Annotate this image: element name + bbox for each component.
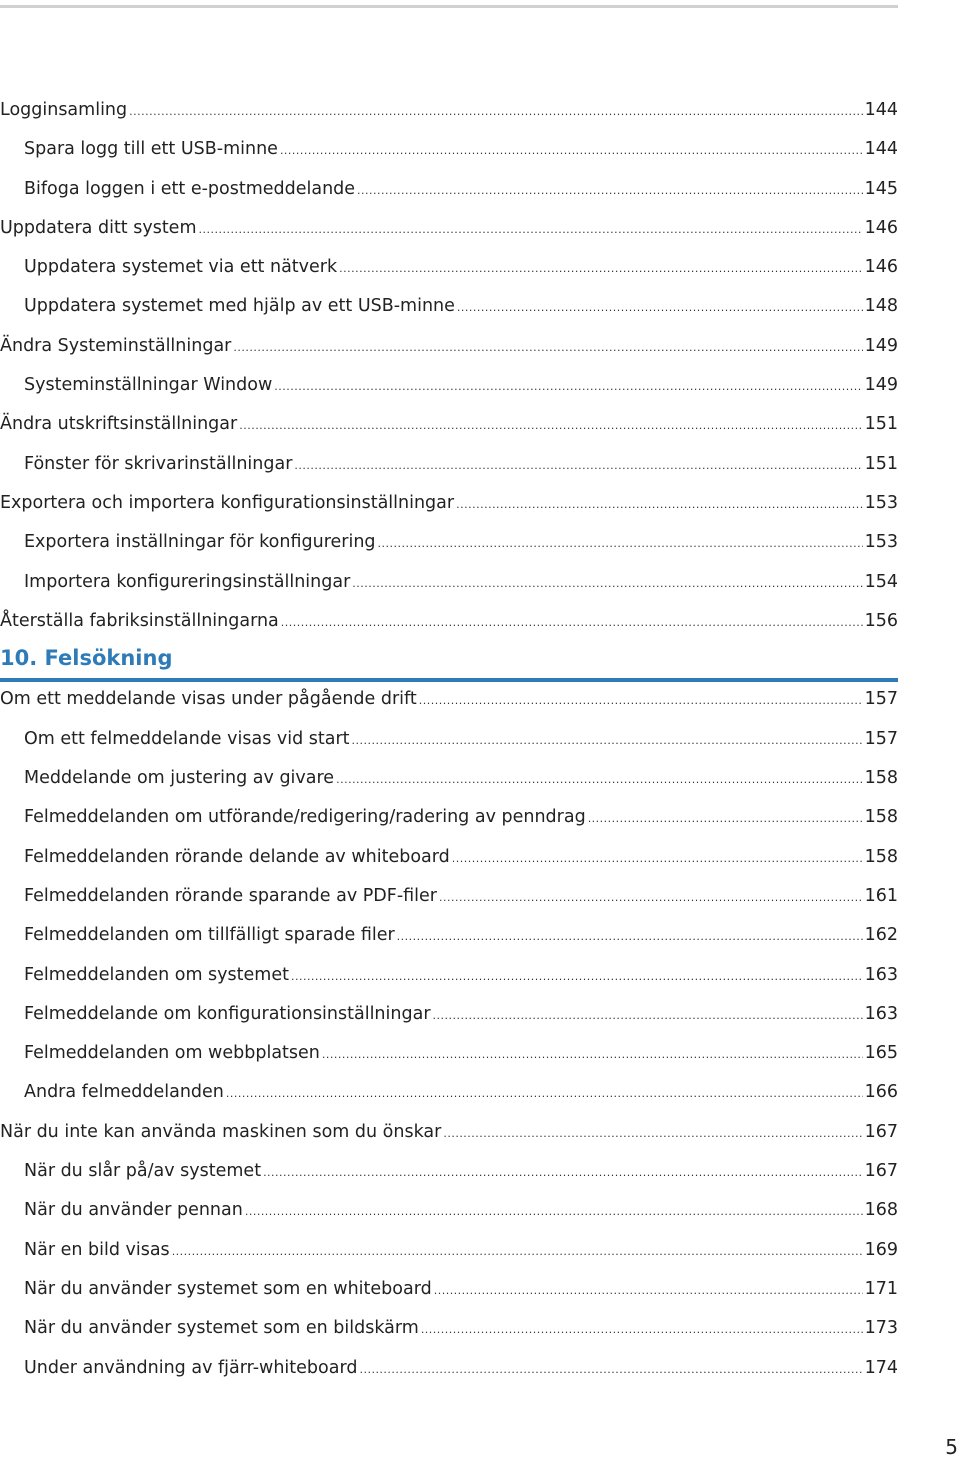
toc-entry-page: 151: [864, 453, 898, 474]
chapter-heading: [0, 641, 898, 680]
toc-entry-label: När en bild visas: [24, 1239, 170, 1260]
dot-leader: [245, 1192, 863, 1231]
dot-leader: [129, 92, 862, 131]
dot-leader: [443, 1114, 862, 1153]
toc-entry-label: Andra felmeddelanden: [24, 1082, 224, 1103]
toc-entry[interactable]: [0, 1270, 898, 1309]
toc-entry-label: Under användning av fjärr-whiteboard: [24, 1357, 358, 1378]
dot-leader: [294, 446, 862, 485]
dot-leader: [452, 839, 863, 878]
toc-entry-page: 146: [864, 257, 898, 278]
dot-leader: [359, 1350, 862, 1389]
toc-entry-page: 148: [864, 296, 898, 317]
toc-entry-label: Felmeddelanden om tillfälligt sparade filer: [24, 925, 395, 946]
toc-entry[interactable]: [0, 209, 898, 248]
toc-entry-label: Återställa fabriksinställningarna: [0, 610, 279, 631]
dot-leader: [588, 799, 863, 838]
toc-entry-page: 158: [864, 807, 898, 828]
dot-leader: [280, 131, 863, 170]
toc-entry[interactable]: [0, 170, 898, 209]
toc-entry-label: Meddelande om justering av givare: [24, 768, 335, 789]
toc-entry-page: 154: [864, 571, 898, 592]
toc-entry-label: Systeminställningar Window: [24, 375, 273, 396]
dot-leader: [339, 249, 862, 288]
toc-entry-page: 169: [864, 1239, 898, 1260]
toc-entry-page: 157: [864, 689, 898, 710]
toc-entry-label: Uppdatera systemet via ett nätverk: [24, 257, 338, 278]
dot-leader: [291, 957, 863, 996]
dot-leader: [352, 564, 862, 603]
toc-entry-label: Ändra Systeminställningar: [0, 335, 232, 356]
dot-leader: [322, 1035, 863, 1074]
toc-entry[interactable]: [0, 1231, 898, 1270]
toc-section-part2: [0, 680, 898, 1387]
toc-entry-label: Ändra utskriftsinställningar: [0, 414, 238, 435]
toc-entry[interactable]: [0, 916, 898, 955]
dot-leader: [421, 1310, 863, 1349]
toc-entry-page: 157: [864, 728, 898, 749]
toc-entry-label: När du använder systemet som en bildskärm: [24, 1318, 419, 1339]
dot-leader: [378, 524, 863, 563]
chapter-title[interactable]: 10. Felsökning: [0, 646, 173, 671]
toc-entry-page: 145: [864, 178, 898, 199]
toc-entry[interactable]: [0, 445, 898, 484]
toc-entry-page: 165: [864, 1043, 898, 1064]
toc-entry[interactable]: [0, 838, 898, 877]
page-number: 5: [945, 1435, 958, 1459]
dot-leader: [434, 1271, 863, 1310]
dot-leader: [336, 760, 863, 799]
toc-entry[interactable]: [0, 1113, 898, 1152]
dot-leader: [419, 681, 863, 720]
toc-entry[interactable]: [0, 523, 898, 562]
toc-entry-label: Felmeddelanden rörande delande av whiteboard: [24, 846, 450, 867]
toc-entry[interactable]: [0, 798, 898, 837]
toc-entry[interactable]: [0, 877, 898, 916]
header-rule: [0, 5, 898, 8]
dot-leader: [263, 1153, 863, 1192]
toc-entry-label: Felmeddelanden om webbplatsen: [24, 1043, 320, 1064]
toc-entry[interactable]: [0, 1309, 898, 1348]
toc-entry[interactable]: [0, 91, 898, 130]
dot-leader: [439, 878, 863, 917]
chapter-rule: [0, 678, 898, 682]
toc-entry-page: 146: [864, 217, 898, 238]
toc-entry-page: 153: [864, 492, 898, 513]
toc-entry[interactable]: [0, 1034, 898, 1073]
toc-entry-page: 156: [864, 610, 898, 631]
toc-entry-page: 149: [864, 335, 898, 356]
dot-leader: [352, 721, 863, 760]
toc-entry-label: Felmeddelanden rörande sparande av PDF-filer: [24, 885, 438, 906]
dot-leader: [457, 288, 863, 327]
toc-entry-page: 144: [864, 139, 898, 160]
toc-section-part1: [0, 91, 898, 641]
toc-entry[interactable]: [0, 1191, 898, 1230]
toc-entry-label: När du slår på/av systemet: [24, 1161, 262, 1182]
toc-entry-label: Uppdatera systemet med hjälp av ett USB-minne: [24, 296, 455, 317]
toc-entry-page: 168: [864, 1200, 898, 1221]
toc-entry-page: 163: [864, 1003, 898, 1024]
toc-entry-page: 171: [864, 1278, 898, 1299]
toc-entry-label: När du använder systemet som en whiteboard: [24, 1278, 432, 1299]
toc-entry-page: 151: [864, 414, 898, 435]
dot-leader: [199, 210, 863, 249]
toc-entry-page: 163: [864, 964, 898, 985]
toc-entry[interactable]: [0, 248, 898, 287]
toc-entry[interactable]: [0, 1152, 898, 1191]
dot-leader: [357, 171, 863, 210]
toc-entry-page: 149: [864, 375, 898, 396]
toc-entry-label: Uppdatera ditt system: [0, 217, 197, 238]
toc-entry-label: Om ett felmeddelande visas vid start: [24, 728, 350, 749]
toc-entry-label: Logginsamling: [0, 100, 128, 120]
toc-entry[interactable]: [0, 405, 898, 444]
toc-entry-label: När du använder pennan: [24, 1200, 243, 1221]
dot-leader: [281, 603, 863, 642]
toc-entry-page: 167: [864, 1121, 898, 1142]
toc-entry-page: 162: [864, 925, 898, 946]
toc-entry-label: Importera konfigureringsinställningar: [24, 571, 351, 592]
toc-entry-label: Felmeddelanden om systemet: [24, 964, 289, 985]
toc-entry-page: 158: [864, 768, 898, 789]
toc-entry-page: 153: [864, 532, 898, 553]
toc-entry-page: 144: [864, 100, 898, 120]
toc-entry[interactable]: [0, 720, 898, 759]
toc-entry-page: 158: [864, 846, 898, 867]
toc-entry-label: Bifoga loggen i ett e-postmeddelande: [24, 178, 356, 199]
toc-entry-label: När du inte kan använda maskinen som du önskar: [0, 1121, 442, 1142]
toc-entry[interactable]: [0, 327, 898, 366]
toc-entry[interactable]: [0, 130, 898, 169]
dot-leader: [397, 917, 863, 956]
toc-entry[interactable]: [0, 366, 898, 405]
toc-entry[interactable]: [0, 680, 898, 719]
dot-leader: [456, 485, 863, 524]
toc-entry-label: Exportera inställningar för konfigurering: [24, 532, 376, 553]
toc-entry-label: Fönster för skrivarinställningar: [24, 453, 293, 474]
toc-entry[interactable]: [0, 563, 898, 602]
toc-entry-page: 166: [864, 1082, 898, 1103]
toc-entry-label: Exportera och importera konfigurationsinställningar: [0, 492, 455, 513]
toc-entry[interactable]: [0, 602, 898, 641]
table-of-contents: [0, 91, 898, 1388]
toc-entry-page: 161: [864, 885, 898, 906]
toc-entry[interactable]: [0, 759, 898, 798]
dot-leader: [239, 406, 862, 445]
toc-entry-label: Felmeddelanden om utförande/redigering/radering av penndrag: [24, 807, 586, 828]
toc-entry[interactable]: [0, 956, 898, 995]
toc-entry-page: 173: [864, 1318, 898, 1339]
toc-entry-page: 174: [864, 1357, 898, 1378]
toc-entry-label: Spara logg till ett USB-minne: [24, 139, 278, 160]
dot-leader: [433, 996, 863, 1035]
dot-leader: [226, 1074, 863, 1113]
toc-entry-label: Felmeddelande om konfigurationsinställningar: [24, 1003, 431, 1024]
dot-leader: [233, 328, 862, 367]
toc-entry[interactable]: [0, 1349, 898, 1388]
toc-entry[interactable]: [0, 995, 898, 1034]
toc-entry[interactable]: [0, 287, 898, 326]
toc-entry-page: 167: [864, 1161, 898, 1182]
dot-leader: [274, 367, 862, 406]
toc-entry[interactable]: [0, 1073, 898, 1112]
dot-leader: [172, 1232, 863, 1271]
toc-entry-label: Om ett meddelande visas under pågående drift: [0, 689, 417, 710]
toc-entry[interactable]: [0, 484, 898, 523]
